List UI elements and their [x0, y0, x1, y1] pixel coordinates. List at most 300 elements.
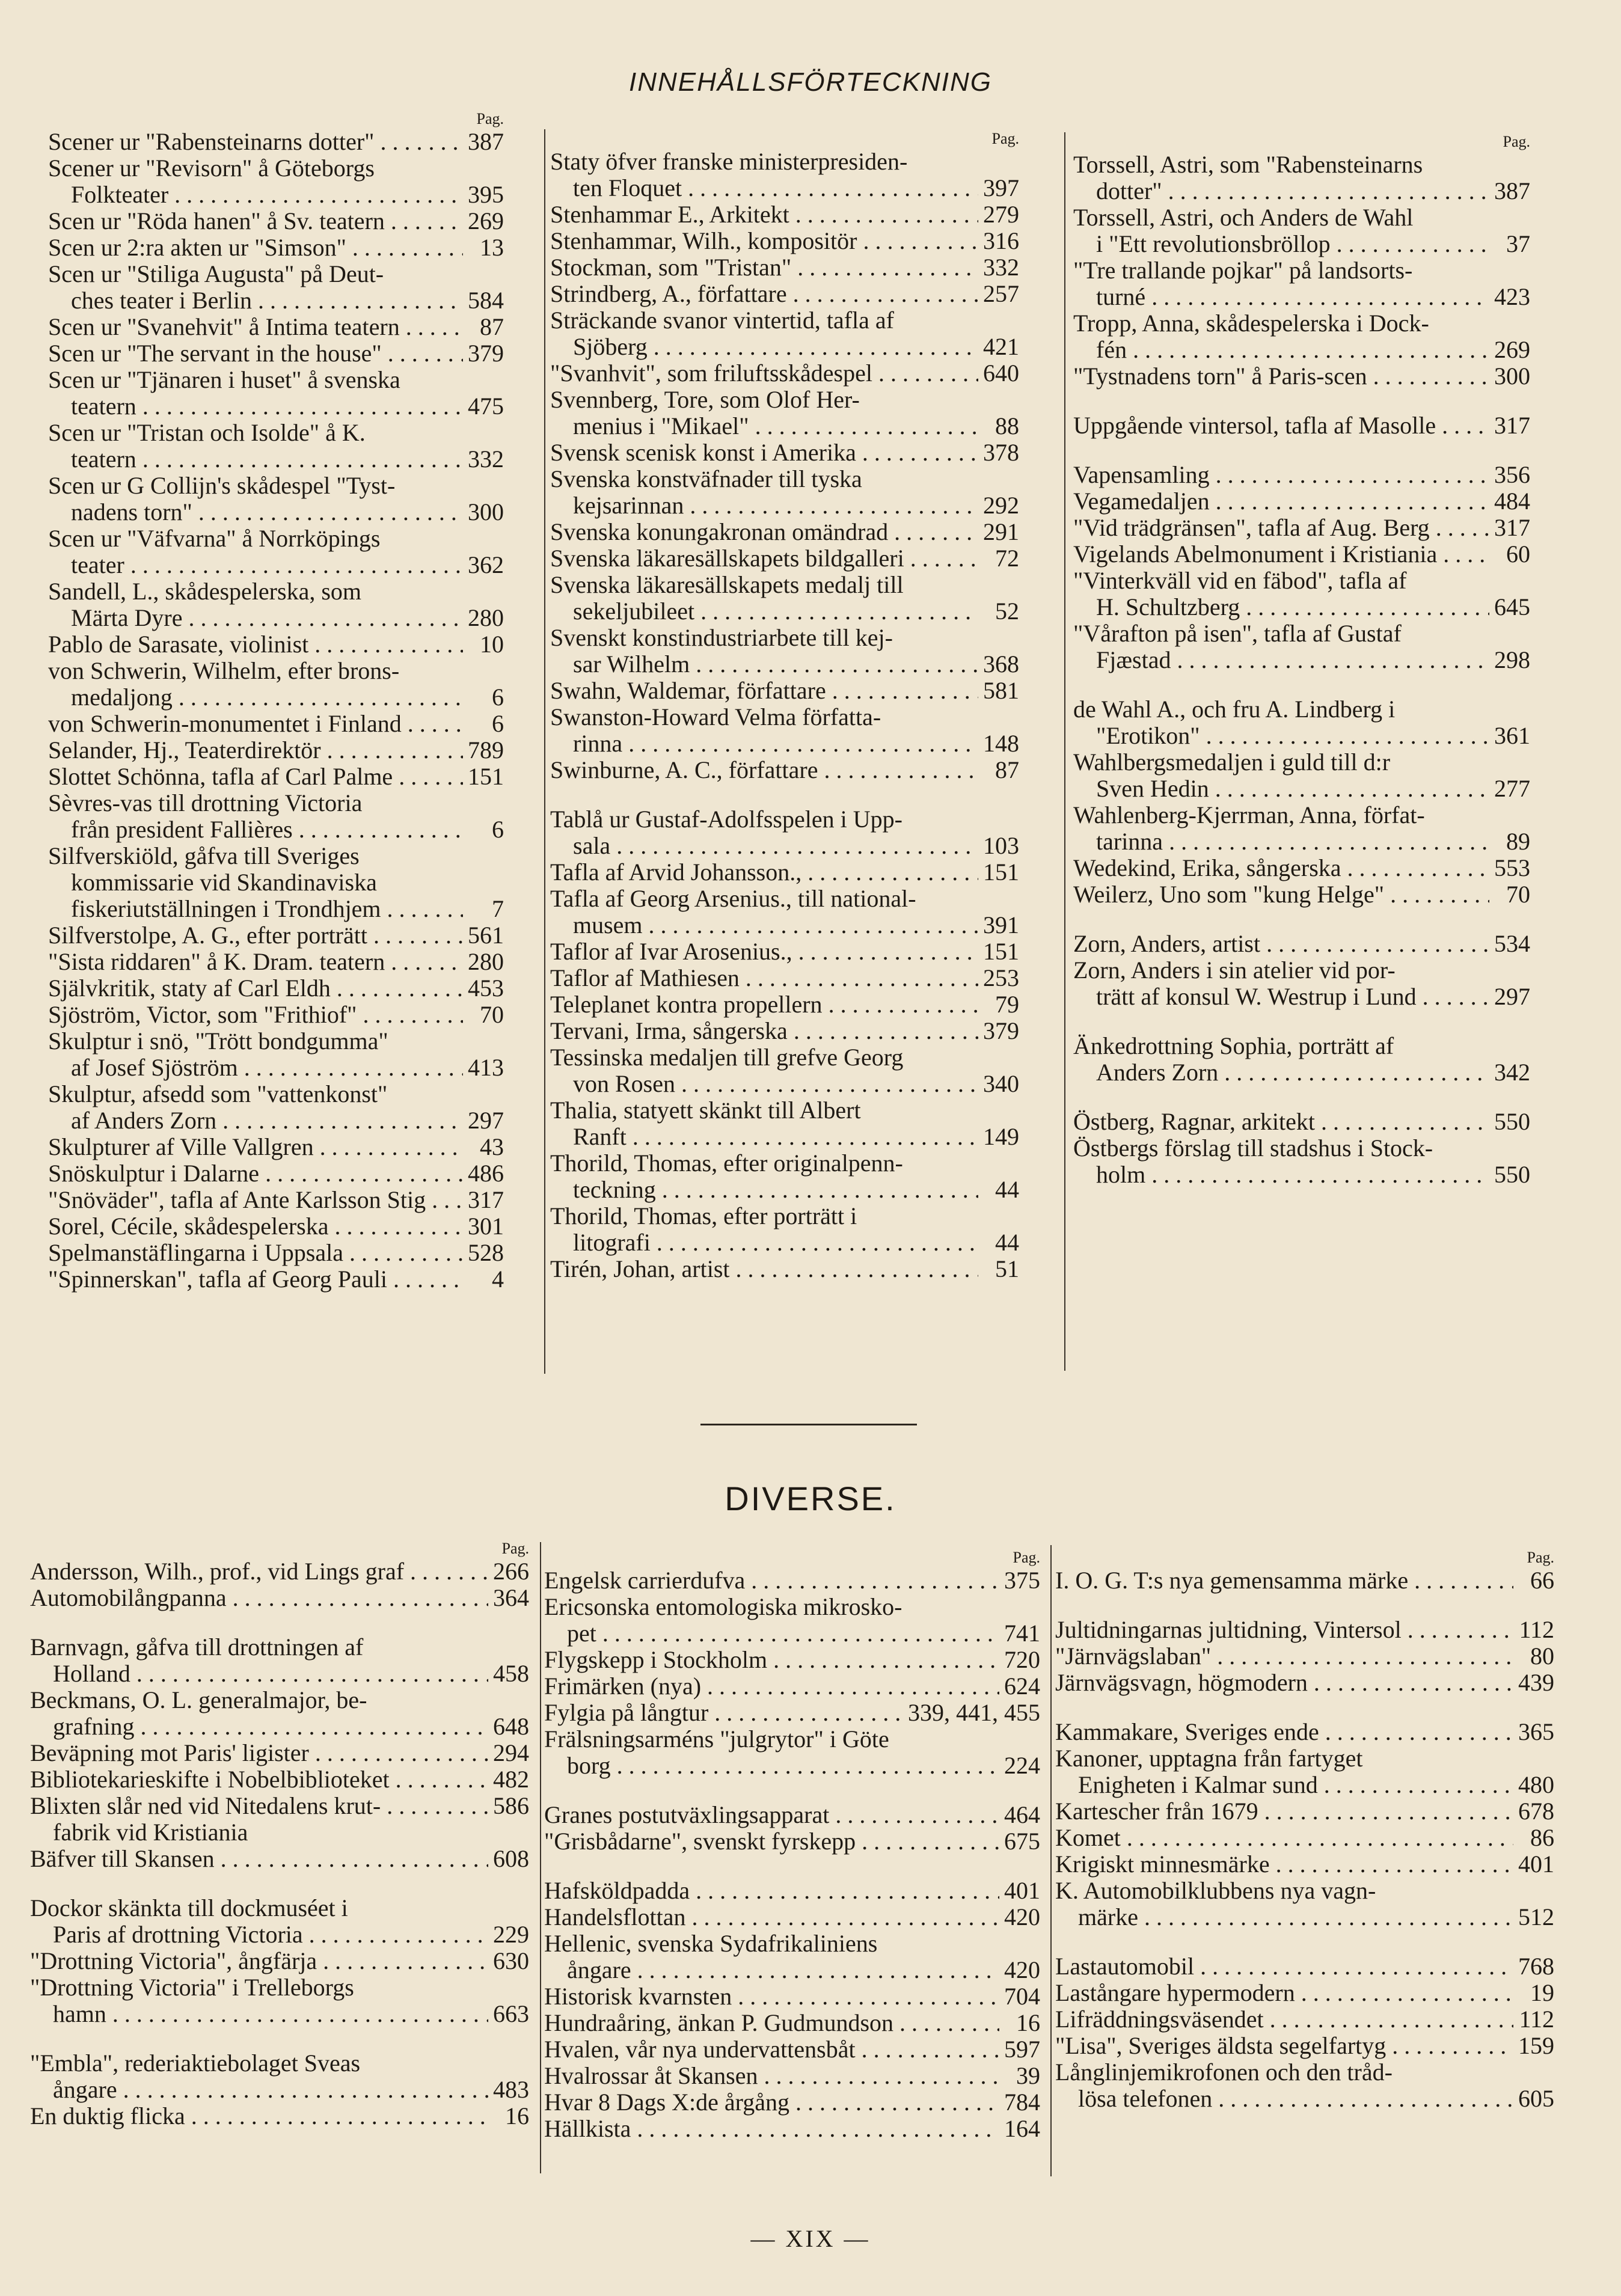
- entry-spacer: [1055, 1930, 1554, 1953]
- entry-title: "Embla", rederiaktiebolaget Sveas: [30, 2050, 361, 2077]
- index-entry: [550, 413, 1019, 439]
- entry-title: Långlinjemikrofonen och den tråd-: [1055, 2059, 1393, 2086]
- entry-title: Pablo de Sarasate, violinist . . .: [48, 631, 463, 658]
- entry-page-number: 784: [1004, 2089, 1040, 2116]
- entry-spacer: [1073, 673, 1530, 696]
- entry-page-number: 423: [1494, 283, 1530, 310]
- entry-title: Automobilångpanna . . .: [30, 1585, 488, 1611]
- entry-page-number: 342: [1494, 1059, 1530, 1086]
- entry-title: Hellenic, svenska Sydafrikaliniens: [544, 1930, 878, 1957]
- entry-title: "Drottning Victoria", ångfärja . . .: [30, 1948, 488, 1974]
- index-entry: [30, 1766, 529, 1793]
- entry-title: Svennberg, Tore, som Olof Her-: [550, 387, 860, 413]
- entry-page-number: 597: [1004, 2036, 1040, 2063]
- entry-title: Swanston-Howard Velma författa-: [550, 704, 881, 730]
- index-entry: [48, 525, 504, 552]
- entry-page-number: 86: [1530, 1824, 1554, 1851]
- index-entry: [550, 492, 1019, 519]
- entry-title: Scen ur "Röda hanen" å Sv. teatern . . .: [48, 208, 463, 234]
- entry-title: Silfverskiöld, gåfva till Sveriges: [48, 843, 360, 869]
- entry-spacer: [544, 1855, 1040, 1878]
- entry-page-number: 151: [983, 859, 1019, 886]
- index-entry: [48, 182, 504, 208]
- entry-title: teatern . . .: [71, 446, 463, 473]
- entry-title: Svenska konungakronan omändrad . . .: [550, 519, 978, 545]
- entry-title: Beväpning mot Paris' ligister . . .: [30, 1740, 488, 1766]
- index-entry: [550, 859, 1019, 886]
- entry-title: von Schwerin, Wilhelm, efter brons-: [48, 658, 400, 684]
- index-entry: [48, 1002, 504, 1028]
- index-entry: [550, 307, 1019, 334]
- index-entry: [544, 2089, 1040, 2116]
- entry-title: Scen ur "Tjänaren i huset" å svenska: [48, 367, 400, 393]
- entry-title: Sven Hedin . . .: [1096, 776, 1489, 802]
- entry-page-number: 317: [1494, 412, 1530, 439]
- entry-page-number: 413: [468, 1054, 504, 1081]
- index-entry: [550, 1071, 1019, 1097]
- index-entry: [1073, 310, 1530, 337]
- index-entry: [48, 155, 504, 182]
- index-entry: [48, 367, 504, 393]
- entry-page-number: 486: [468, 1160, 504, 1187]
- entry-title: Ranft . . .: [573, 1124, 978, 1150]
- entry-title: i "Ett revolutionsbröllop . . .: [1096, 231, 1489, 257]
- entry-title: Staty öfver franske ministerpresiden-: [550, 148, 908, 175]
- index-entry: [1055, 1617, 1554, 1643]
- entry-title: Barnvagn, gåfva till drottningen af: [30, 1634, 364, 1661]
- index-entry: [48, 790, 504, 816]
- index-entry: [1073, 984, 1530, 1010]
- entry-title: tarinna . . .: [1096, 828, 1489, 855]
- index-entry: [30, 2050, 529, 2077]
- entry-title: Strindberg, A., författare . . .: [550, 281, 978, 307]
- entry-title: Ericsonska entomologiska mikrosko-: [544, 1594, 902, 1620]
- index-entry: [550, 833, 1019, 859]
- entry-title: från president Fallières . . .: [71, 816, 463, 843]
- index-entry: [1055, 1670, 1554, 1696]
- index-entry: [550, 254, 1019, 281]
- entry-title: Folkteater . . .: [71, 182, 463, 208]
- index-entry: [30, 1661, 529, 1687]
- entry-title: "Snöväder", tafla af Ante Karlsson Stig . . .: [48, 1187, 463, 1213]
- index-entry: [550, 1177, 1019, 1203]
- entry-title: "Vid trädgränsen", tafla af Aug. Berg . . .: [1073, 515, 1489, 541]
- index-entry: [1055, 1904, 1554, 1930]
- index-entry: [1073, 541, 1530, 568]
- index-entry: [48, 658, 504, 684]
- entry-title: Paris af drottning Victoria . . .: [53, 1921, 488, 1948]
- index-entry: [1073, 515, 1530, 541]
- entry-title: Hafsköldpadda . . .: [544, 1878, 999, 1904]
- entry-spacer: [1073, 390, 1530, 412]
- entry-title: "Spinnerskan", tafla af Georg Pauli . . .: [48, 1266, 463, 1293]
- entry-title: Kartescher från 1679 . . .: [1055, 1798, 1513, 1825]
- index-entry: [1055, 2086, 1554, 2112]
- entry-page-number: 391: [983, 911, 1019, 938]
- entry-title: Slottet Schönna, tafla af Carl Palme . . .: [48, 764, 463, 790]
- entry-title: Bäfver till Skansen . . .: [30, 1846, 488, 1872]
- index-entry: [1073, 881, 1530, 908]
- index-entry: [48, 1081, 504, 1107]
- index-entry: [1073, 568, 1530, 594]
- entry-page-number: 453: [468, 975, 504, 1002]
- entry-page-number: 475: [468, 393, 504, 420]
- index-entry: [550, 730, 1019, 757]
- index-entry: [1073, 1162, 1530, 1188]
- index-entry: [30, 1895, 529, 1921]
- entry-page-number: 60: [1506, 540, 1530, 568]
- index-entry: [1073, 855, 1530, 881]
- entry-title: Krigiskt minnesmärke . . .: [1055, 1851, 1513, 1878]
- index-entry: [30, 1634, 529, 1661]
- entry-page-number: 401: [1004, 1877, 1040, 1904]
- entry-page-number: 397: [983, 174, 1019, 201]
- index-entry: [48, 631, 504, 658]
- entry-page-number: 401: [1518, 1851, 1554, 1878]
- entry-page-number: 364: [493, 1584, 529, 1611]
- entry-title: borg . . .: [567, 1753, 999, 1779]
- entry-title: Andersson, Wilh., prof., vid Lings graf . . .: [30, 1558, 488, 1585]
- index-entry: [550, 625, 1019, 651]
- entry-page-number: 103: [983, 832, 1019, 859]
- index-entry: [48, 129, 504, 155]
- entry-page-number: 534: [1494, 930, 1530, 957]
- entry-page-number: 298: [1494, 646, 1530, 673]
- entry-title: sala . . .: [573, 833, 978, 859]
- entry-page-number: 149: [983, 1123, 1019, 1150]
- entry-title: Sèvres-vas till drottning Victoria: [48, 790, 363, 816]
- index-entry: [48, 843, 504, 869]
- entry-title: Bibliotekarieskifte i Nobelbiblioteket . . .: [30, 1766, 488, 1793]
- index-entry: [1073, 1109, 1530, 1135]
- entry-spacer: [1073, 439, 1530, 462]
- entry-title: Hvar 8 Dags X:de årgång . . .: [544, 2089, 999, 2116]
- index-entry: [1073, 412, 1530, 439]
- entry-title: Svenska läkaresällskapets medalj till: [550, 572, 904, 598]
- entry-title: Komet . . .: [1055, 1825, 1513, 1851]
- entry-page-number: 361: [1494, 722, 1530, 749]
- section-title-diverse: DIVERSE.: [725, 1480, 896, 1517]
- entry-title: Zorn, Anders i sin atelier vid por-: [1073, 957, 1396, 984]
- entry-title: En duktig flicka . . .: [30, 2103, 488, 2129]
- entry-title: "Järnvägslaban" . . .: [1055, 1643, 1513, 1670]
- diverse-column-1: [30, 1539, 529, 2129]
- index-entry: [550, 572, 1019, 598]
- index-entry: [550, 281, 1019, 307]
- entry-page-number: 316: [983, 227, 1019, 254]
- entry-title: "Vinterkväll vid en fäbod", tafla af: [1073, 568, 1407, 594]
- entry-title: Sorel, Cécile, skådespelerska . . .: [48, 1213, 463, 1240]
- column-divider: [544, 129, 545, 1374]
- entry-page-number: 704: [1004, 1983, 1040, 2010]
- entry-title: Änkedrottning Sophia, porträtt af: [1073, 1033, 1394, 1059]
- entry-title: Scen ur 2:ra akten ur "Simson" . . .: [48, 234, 463, 261]
- entry-title: Spelmanstäflingarna i Uppsala . . .: [48, 1240, 463, 1266]
- index-entry: [1055, 1980, 1554, 2006]
- entry-spacer: [1055, 1594, 1554, 1617]
- page-column-label: Pag.: [1503, 133, 1530, 150]
- entry-title: nadens torn" . . .: [71, 499, 463, 525]
- entry-title: von Schwerin-monumentet i Finland . . .: [48, 711, 463, 737]
- index-entry: [1055, 1851, 1554, 1878]
- entry-title: "Sista riddaren" å K. Dram. teatern . . .: [48, 949, 463, 975]
- index-entry: [48, 1213, 504, 1240]
- index-entry: [1073, 337, 1530, 363]
- index-entry: [544, 1673, 1040, 1700]
- entry-title: af Anders Zorn . . .: [71, 1107, 463, 1134]
- entry-page-number: 332: [983, 254, 1019, 281]
- entry-title: Beckmans, O. L. generalmajor, be-: [30, 1687, 367, 1713]
- index-entry: [550, 806, 1019, 833]
- page-number: — XIX —: [750, 2225, 871, 2252]
- index-entry: [1073, 204, 1530, 231]
- index-entry: [48, 499, 504, 525]
- entry-page-number: 420: [1004, 1956, 1040, 1983]
- column-divider: [1050, 1545, 1052, 2176]
- page-column-label: Pag.: [991, 130, 1019, 147]
- index-column-1: [48, 109, 504, 1293]
- entry-spacer: [1055, 1696, 1554, 1719]
- entry-title: "Lisa", Sveriges äldsta segelfartyg . . .: [1055, 2033, 1513, 2059]
- entry-title: Wedekind, Erika, sångerska . . .: [1073, 855, 1489, 881]
- entry-page-number: 277: [1494, 775, 1530, 802]
- index-entry: [1073, 647, 1530, 673]
- entry-title: Sträckande svanor vintertid, tafla af: [550, 307, 894, 334]
- index-entry: [48, 340, 504, 367]
- entry-title: Torssell, Astri, och Anders de Wahl: [1073, 204, 1414, 231]
- index-entry: [1073, 1033, 1530, 1059]
- index-entry: [544, 1726, 1040, 1753]
- entry-title: Fylgia på långtur . . .: [544, 1700, 903, 1726]
- index-entry: [550, 757, 1019, 783]
- entry-title: Självkritik, staty af Carl Eldh . . .: [48, 975, 463, 1002]
- entry-title: Anders Zorn . . .: [1096, 1059, 1489, 1086]
- index-entry: [48, 684, 504, 711]
- index-entry: [544, 1647, 1040, 1673]
- entry-title: rinna . . .: [573, 730, 978, 757]
- entry-page-number: 70: [480, 1001, 504, 1028]
- entry-page-number: 581: [983, 677, 1019, 704]
- entry-title: Selander, Hj., Teaterdirektör . . .: [48, 737, 463, 764]
- entry-page-number: 151: [468, 763, 504, 790]
- entry-page-number: 561: [468, 922, 504, 949]
- entry-title: I. O. G. T:s nya gemensamma märke . . .: [1055, 1567, 1513, 1594]
- entry-title: Swinburne, A. C., författare . . .: [550, 757, 978, 783]
- index-entry: [1055, 1953, 1554, 1980]
- index-entry: [30, 1740, 529, 1766]
- entry-page-number: 300: [468, 498, 504, 525]
- entry-title: Blixten slår ned vid Nitedalens krut- . . .: [30, 1793, 488, 1819]
- entry-page-number: 79: [995, 991, 1019, 1018]
- entry-page-number: 439: [1518, 1669, 1554, 1696]
- index-column-3: [1073, 132, 1530, 1188]
- index-entry: [1073, 178, 1530, 204]
- entry-page-number: 253: [983, 964, 1019, 991]
- entry-title: Holland . . .: [53, 1661, 488, 1687]
- entry-page-number: 480: [1518, 1771, 1554, 1798]
- entry-title: "Erotikon" . . .: [1096, 723, 1489, 749]
- entry-page-number: 512: [1518, 1903, 1554, 1930]
- entry-title: Handelsflottan . . .: [544, 1904, 999, 1930]
- entry-spacer: [544, 1779, 1040, 1802]
- entry-page-number: 720: [1004, 1646, 1040, 1673]
- index-entry: [1073, 957, 1530, 984]
- entry-title: Zorn, Anders, artist . . .: [1073, 931, 1489, 957]
- index-entry: [1073, 776, 1530, 802]
- entry-title: Tafla af Georg Arsenius., till national-: [550, 886, 916, 912]
- entry-title: teatern . . .: [71, 393, 463, 420]
- entry-page-number: 269: [468, 207, 504, 234]
- entry-page-number: 528: [468, 1239, 504, 1266]
- index-entry: [550, 886, 1019, 912]
- entry-page-number: 789: [468, 736, 504, 764]
- entry-page-number: 89: [1506, 828, 1530, 855]
- entry-title: Tessinska medaljen till grefve Georg: [550, 1044, 904, 1071]
- entry-title: Historisk kvarnsten . . .: [544, 1983, 999, 2010]
- entry-page-number: 280: [468, 948, 504, 975]
- entry-spacer: [30, 1872, 529, 1895]
- entry-title: Frälsningsarméns "julgrytor" i Göte: [544, 1726, 889, 1753]
- entry-spacer: [550, 783, 1019, 806]
- entry-title: Scen ur "Tristan och Isolde" å K.: [48, 420, 366, 446]
- index-entry: [48, 922, 504, 949]
- entry-title: Hvalen, vår nya undervattensbåt . . .: [544, 2036, 999, 2063]
- entry-page-number: 37: [1506, 230, 1530, 257]
- entry-page-number: 608: [493, 1845, 529, 1872]
- index-entry: [550, 439, 1019, 466]
- entry-page-number: 164: [1004, 2115, 1040, 2142]
- index-entry: [550, 228, 1019, 254]
- entry-title: Tirén, Johan, artist . . .: [550, 1256, 978, 1282]
- entry-title: Dockor skänkta till dockmuséet i: [30, 1895, 348, 1921]
- entry-title: Scener ur "Rabensteinarns dotter" . . .: [48, 129, 463, 155]
- index-entry: [550, 148, 1019, 175]
- entry-title: Silfverstolpe, A. G., efter porträtt . . .: [48, 922, 463, 949]
- index-entry: [48, 420, 504, 446]
- entry-page-number: 19: [1530, 1979, 1554, 2006]
- index-entry: [1055, 2059, 1554, 2086]
- entry-page-number: 6: [492, 816, 504, 843]
- entry-page-number: 458: [493, 1660, 529, 1687]
- entry-title: teckning . . .: [573, 1177, 978, 1203]
- index-entry: [30, 1687, 529, 1713]
- entry-page-number: 553: [1494, 854, 1530, 881]
- page-column-label: Pag.: [476, 110, 504, 127]
- entry-page-number: 151: [983, 938, 1019, 965]
- index-entry: [48, 1107, 504, 1134]
- entry-title: ten Floquet . . .: [573, 175, 978, 201]
- index-entry: [544, 1753, 1040, 1779]
- page-column-label: Pag.: [1527, 1549, 1554, 1566]
- index-entry: [544, 1904, 1040, 1930]
- entry-title: "Svanhvit", som friluftsskådespel . . .: [550, 360, 978, 387]
- index-entry: [1055, 1772, 1554, 1798]
- entry-page-number: 16: [505, 2102, 529, 2129]
- entry-page-number: 300: [1494, 363, 1530, 390]
- entry-title: "Tre trallande pojkar" på landsorts-: [1073, 257, 1413, 284]
- index-entry: [544, 1957, 1040, 1983]
- index-entry: [48, 1240, 504, 1266]
- index-entry: [30, 1793, 529, 1819]
- entry-title: sar Wilhelm . . .: [573, 651, 978, 678]
- index-entry: [30, 1558, 529, 1585]
- entry-title: Scen ur "Stiliga Augusta" på Deut-: [48, 261, 384, 287]
- entry-page-number: 4: [492, 1266, 504, 1293]
- entry-title: Skulptur i snö, "Trött bondgumma": [48, 1028, 388, 1055]
- entry-page-number: 378: [983, 439, 1019, 466]
- entry-page-number: 387: [468, 128, 504, 155]
- entry-page-number: 292: [983, 492, 1019, 519]
- index-entry: [544, 1802, 1040, 1828]
- entry-title: Lifräddningsväsendet . . .: [1055, 2006, 1513, 2033]
- entry-title: H. Schultzberg . . .: [1096, 594, 1489, 620]
- index-entry: [1055, 1567, 1554, 1594]
- entry-page-number: 301: [468, 1213, 504, 1240]
- entry-page-number: 44: [995, 1176, 1019, 1203]
- section-divider: [700, 1424, 917, 1425]
- index-entry: [30, 1921, 529, 1948]
- index-entry: [1073, 488, 1530, 515]
- entry-title: Thorild, Thomas, efter originalpenn-: [550, 1150, 903, 1177]
- index-entry: [544, 2116, 1040, 2142]
- entry-title: Taflor af Ivar Arosenius., . . .: [550, 938, 978, 965]
- index-entry: [1073, 284, 1530, 310]
- index-entry: [544, 1878, 1040, 1904]
- index-entry: [30, 1819, 529, 1846]
- index-entry: [48, 552, 504, 578]
- entry-title: musem . . .: [573, 912, 978, 938]
- index-entry: [544, 1567, 1040, 1594]
- index-entry: [48, 446, 504, 473]
- entry-title: "Grisbådarne", svenskt fyrskepp . . .: [544, 1828, 999, 1855]
- entry-page-number: 317: [1494, 514, 1530, 541]
- index-entry: [550, 965, 1019, 991]
- entry-page-number: 605: [1518, 2085, 1554, 2112]
- entry-title: Stenhammar E., Arkitekt . . .: [550, 201, 978, 228]
- entry-page-number: 16: [1016, 2009, 1040, 2036]
- entry-page-number: 80: [1530, 1642, 1554, 1670]
- index-entry: [550, 991, 1019, 1018]
- entry-page-number: 375: [1004, 1567, 1040, 1594]
- entry-title: hamn . . .: [53, 2001, 488, 2027]
- entry-page-number: 43: [480, 1133, 504, 1160]
- entry-page-number: 51: [995, 1255, 1019, 1282]
- entry-title: Sjöström, Victor, som "Frithiof" . . .: [48, 1002, 463, 1028]
- entry-page-number: 269: [1494, 336, 1530, 363]
- entry-title: ångare . . .: [567, 1957, 999, 1983]
- entry-title: Järnvägsvagn, högmodern . . .: [1055, 1670, 1513, 1696]
- entry-title: ches teater i Berlin . . .: [71, 287, 463, 314]
- index-entry: [544, 1828, 1040, 1855]
- entry-spacer: [1073, 1010, 1530, 1033]
- entry-title: dotter" . . .: [1096, 178, 1489, 204]
- index-entry: [550, 912, 1019, 938]
- entry-page-number: 13: [480, 234, 504, 261]
- entry-page-number: 464: [1004, 1801, 1040, 1828]
- entry-page-number: 159: [1518, 2032, 1554, 2059]
- entry-page-number: 44: [995, 1229, 1019, 1256]
- index-entry: [1073, 257, 1530, 284]
- entry-title: kejsarinnan . . .: [573, 492, 978, 519]
- index-entry: [550, 334, 1019, 360]
- index-entry: [1073, 152, 1530, 178]
- entry-title: Thorild, Thomas, efter porträtt i: [550, 1203, 857, 1229]
- entry-spacer: [30, 1611, 529, 1634]
- entry-page-number: 420: [1004, 1903, 1040, 1930]
- entry-title: Sjöberg . . .: [573, 334, 978, 360]
- index-entry: [1055, 1643, 1554, 1670]
- entry-title: Östberg, Ragnar, arkitekt . . .: [1073, 1109, 1489, 1135]
